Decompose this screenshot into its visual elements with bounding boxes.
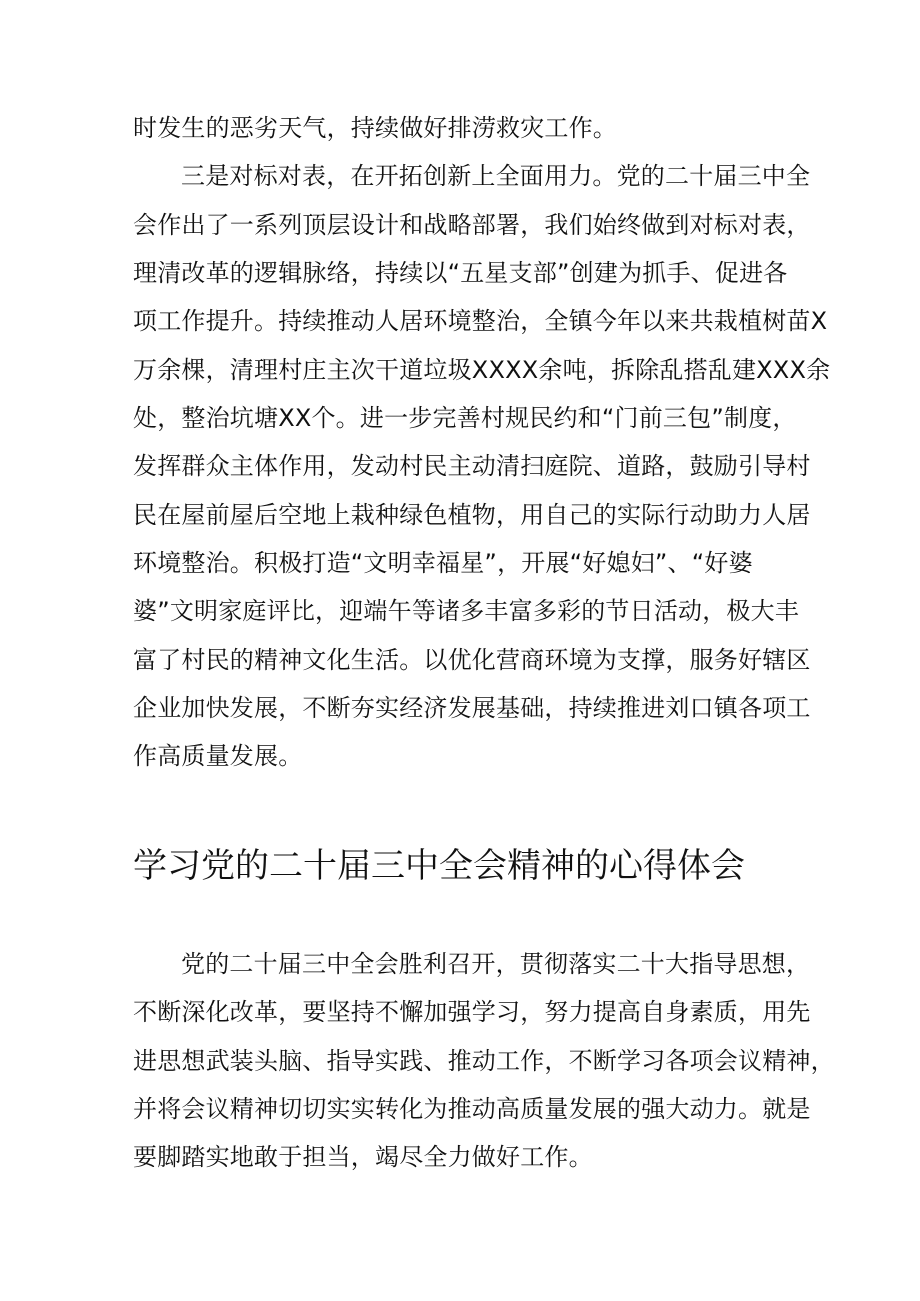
paragraph-line: 民在屋前屋后空地上栽种绿色植物，用自己的实际行动助力人居 <box>133 501 811 529</box>
paragraph-line: 发挥群众主体作用，发动村民主动清扫庭院、道路，鼓励引导村 <box>133 452 811 480</box>
section-heading: 学习党的二十届三中全会精神的心得体会 <box>133 846 745 886</box>
paragraph-line: 时发生的恶劣天气，持续做好排涝救灾工作。 <box>133 114 617 142</box>
paragraph-line: 党的二十届三中全会胜利召开，贯彻落实二十大指导思想， <box>181 950 811 978</box>
paragraph-line: 会作出了一系列顶层设计和战略部署，我们始终做到对标对表， <box>133 211 811 239</box>
paragraph-line: 三是对标对表，在开拓创新上全面用力。党的二十届三中全 <box>181 162 811 190</box>
paragraph-line: 万余棵，清理村庄主次干道垃圾XXXX余吨，拆除乱搭乱建XXX余 <box>133 356 831 384</box>
paragraph-line: 作高质量发展。 <box>133 742 303 770</box>
paragraph-line: 并将会议精神切切实实转化为推动高质量发展的强大动力。就是 <box>133 1095 811 1123</box>
paragraph-line: 不断深化改革，要坚持不懈加强学习，努力提高自身素质，用先 <box>133 998 811 1026</box>
paragraph-line: 处，整治坑塘XX个。进一步完善村规民约和“门前三包”制度， <box>133 404 797 432</box>
paragraph-line: 环境整治。积极打造“文明幸福星”，开展“好媳妇”、“好婆 <box>133 549 753 577</box>
paragraph-line: 进思想武装头脑、指导实践、推动工作，不断学习各项会议精神， <box>133 1047 835 1075</box>
paragraph-line: 理清改革的逻辑脉络，持续以“五星支部”创建为抓手、促进各 <box>133 259 788 287</box>
paragraph-line: 企业加快发展，不断夯实经济发展基础，持续推进刘口镇各项工 <box>133 694 811 722</box>
paragraph-line: 富了村民的精神文化生活。以优化营商环境为支撑，服务好辖区 <box>133 646 811 674</box>
paragraph-line: 婆”文明家庭评比，迎端午等诸多丰富多彩的节日活动，极大丰 <box>133 597 800 625</box>
paragraph-line: 项工作提升。持续推动人居环境整治，全镇今年以来共栽植树苗X <box>133 307 828 335</box>
paragraph-line: 要脚踏实地敢于担当，竭尽全力做好工作。 <box>133 1143 593 1171</box>
